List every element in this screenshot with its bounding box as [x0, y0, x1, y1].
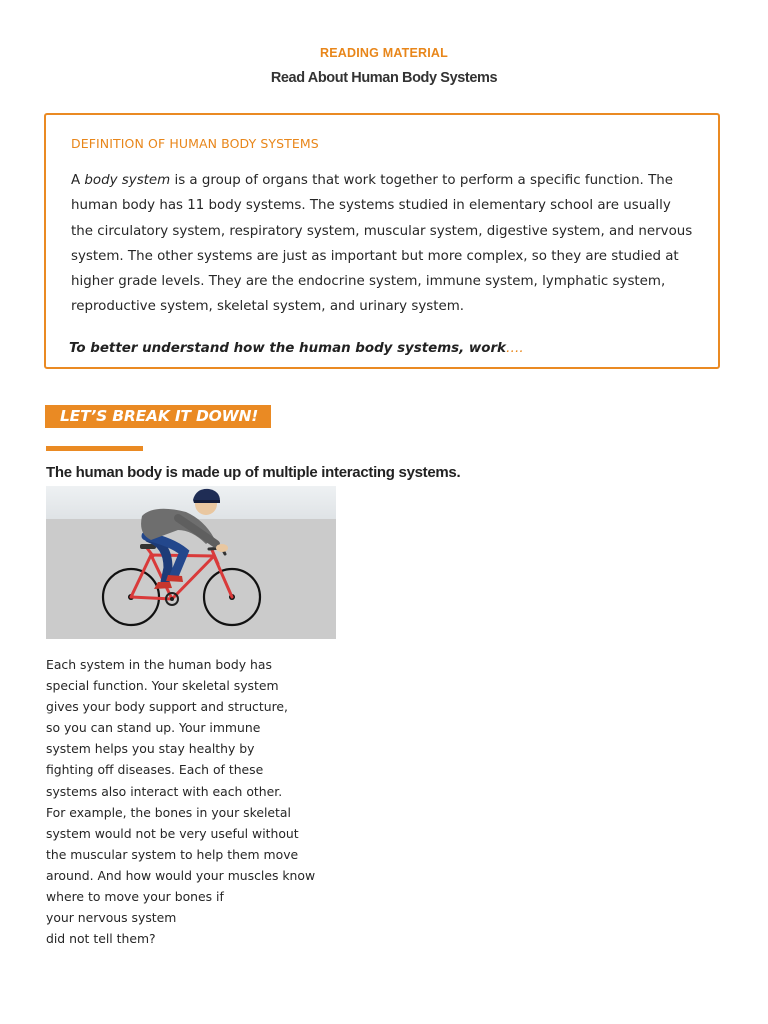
section-divider	[46, 446, 143, 451]
cyclist-illustration	[46, 486, 336, 639]
definition-paragraph	[71, 168, 696, 320]
understand-line	[69, 341, 689, 356]
definition-text: is a group of organs that work together to perform a specific function. The human body has 11 body systems. The systems studied in elementary school are usually the circulatory system, respiratory system, muscular system, digestive system, and nervous system. The other systems are just as important but more complex, so they are studied at higher grade levels. They are the endocrine system, immune system, lymphatic system, reproductive system, skeletal system, and urinary system.	[71, 173, 693, 315]
reading-material-label: READING MATERIAL	[320, 46, 448, 60]
understand-text: To better understand how the human body systems, work	[69, 341, 506, 356]
understand-ellipsis: ….	[505, 341, 524, 356]
section-subheading: The human body is made up of multiple interacting systems.	[46, 464, 461, 481]
definition-heading: DEFINITION OF HUMAN BODY SYSTEMS	[71, 136, 319, 151]
definition-term: body system	[84, 173, 171, 188]
body-paragraph: Each system in the human body has special function. Your skeletal system gives your body support and structure, so you can stand up. Your immune system helps you stay healthy by fighting off diseases. Each of these systems also interact with each other. For example, the bones in your skeletal system would not be very useful without the muscular system to help them move around. And how would your muscles know where to move your bones if your nervous system did not tell them?	[46, 657, 316, 947]
definition-intro: A	[71, 173, 85, 188]
page-title: Read About Human Body Systems	[270, 70, 498, 86]
break-it-down-banner: LET’S BREAK IT DOWN!	[45, 405, 271, 428]
